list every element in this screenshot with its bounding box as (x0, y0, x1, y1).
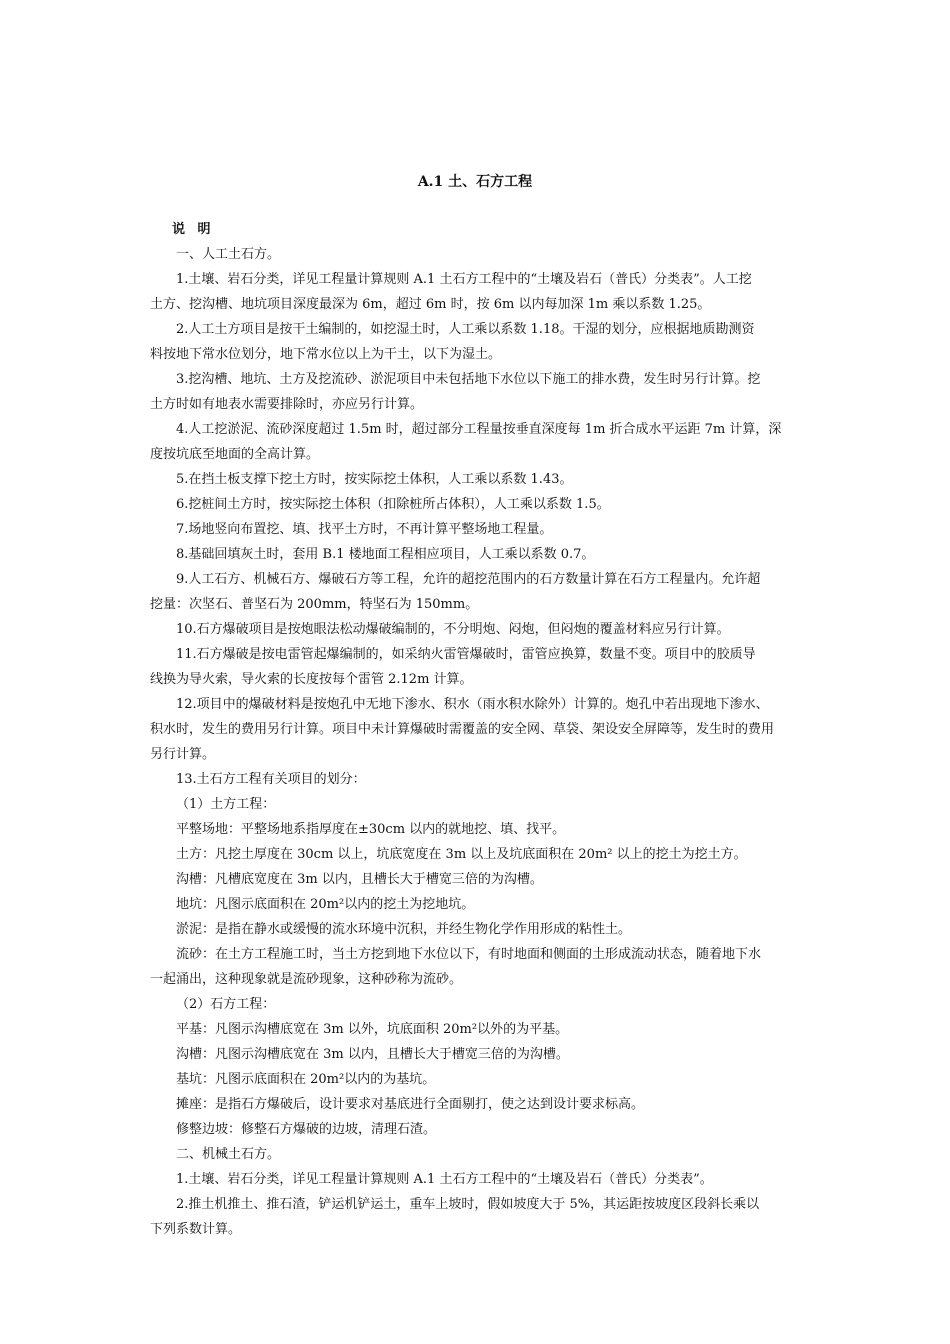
text-line: 1.土壤、岩石分类，详见工程量计算规则 A.1 土石方工程中的“土壤及岩石（普氏）分类表”。人工挖 (176, 272, 752, 287)
text-line: 4.人工挖淤泥、流砂深度超过 1.5m 时，超过部分工程量按垂直深度每 1m 折合成水平运距 7m 计算，深 (176, 422, 782, 437)
text-line: 7.场地竖向布置挖、填、找平土方时，不再计算平整场地工程量。 (176, 522, 553, 537)
text-line: 另行计算。 (150, 747, 216, 762)
page-title: A.1 土、石方工程 (417, 174, 533, 190)
text-line: 地坑：凡图示底面积在 20m²以内的挖土为挖地坑。 (176, 897, 475, 912)
text-line: 6.挖桩间土方时，按实际挖土体积（扣除桩所占体积），人工乘以系数 1.5。 (176, 497, 610, 512)
text-line: 流砂：在土方工程施工时，当土方挖到地下水位以下，有时地面和侧面的土形成流动状态，随着地下水 (176, 947, 762, 962)
text-line: 土方：凡挖土厚度在 30cm 以上，坑底宽度在 3m 以上及坑底面积在 20m² 以上的挖土为挖土方。 (176, 847, 747, 862)
text-line: 一起涌出，这种现象就是流砂现象，这种砂称为流砂。 (150, 972, 463, 987)
text-line: 度按坑底至地面的全高计算。 (150, 447, 320, 462)
text-line: 2.推土机推土、推石渣，铲运机铲运土，重车上坡时，假如坡度大于 5%，其运距按坡度区段斜长乘以 (176, 1197, 760, 1212)
text-line: 基坑：凡图示底面积在 20m²以内的为基坑。 (176, 1072, 436, 1087)
document-body (150, 219, 825, 1241)
text-line: 5.在挡土板支撑下挖土方时，按实际挖土体积，人工乘以系数 1.43。 (176, 472, 573, 487)
text-line: 2.人工土方项目是按干土编制的，如挖湿土时，人工乘以系数 1.18。干湿的划分，应根据地质勘测资 (176, 322, 755, 337)
text-line: 12.项目中的爆破材料是按炮孔中无地下渗水、积水（雨水积水除外）计算的。炮孔中若出现地下渗水、 (176, 697, 769, 712)
text-line: 土方时如有地表水需要排除时，亦应另行计算。 (150, 397, 424, 412)
text-line: 8.基础回填灰土时，套用 B.1 楼地面工程相应项目，人工乘以系数 0.7。 (176, 547, 595, 562)
text-line: 土方、挖沟槽、地坑项目深度最深为 6m，超过 6m 时，按 6m 以内每加深 1m 乘以系数 1.25。 (150, 297, 711, 312)
text-line: 11.石方爆破是按电雷管起爆编制的，如采纳火雷管爆破时，雷管应换算，数量不变。项目中的胶质导 (176, 647, 756, 662)
text-line: 淤泥：是指在静水或缓慢的流水环境中沉积，并经生物化学作用形成的粘性土。 (176, 922, 632, 937)
text-line: （1）土方工程： (176, 797, 276, 812)
text-line: 9.人工石方、机械石方、爆破石方等工程，允许的超挖范围内的石方数量计算在石方工程量内。允许超 (176, 572, 761, 587)
text-line: 3.挖沟槽、地坑、土方及挖流砂、淤泥项目中未包括地下水位以下施工的排水费，发生时另行计算。挖 (176, 372, 761, 387)
text-line: 沟槽：凡槽底宽度在 3m 以内，且槽长大于槽宽三倍的为沟槽。 (176, 872, 543, 887)
text-line: 平基：凡图示沟槽底宽在 3m 以外，坑底面积 20m²以外的为平基。 (176, 1022, 569, 1037)
text-line: 10.石方爆破项目是按炮眼法松动爆破编制的，不分明炮、闷炮，但闷炮的覆盖材料应另行计算。 (176, 622, 730, 637)
text-line: 线换为导火索，导火索的长度按每个雷管 2.12m 计算。 (150, 672, 473, 687)
section-heading: 说 明 (172, 222, 215, 237)
text-line: 1.土壤、岩石分类，详见工程量计算规则 A.1 土石方工程中的“土壤及岩石（普氏）分类表”。 (176, 1172, 713, 1187)
text-line: 下列系数计算。 (150, 1222, 242, 1237)
text-line: 积水时，发生的费用另行计算。项目中未计算爆破时需覆盖的安全网、草袋、架设安全屏障等，发生时的费用 (150, 722, 775, 737)
text-line: 一、人工土石方。 (176, 247, 281, 262)
text-line: 平整场地：平整场地系指厚度在±30cm 以内的就地挖、填、找平。 (176, 822, 566, 837)
text-line: 料按地下常水位划分，地下常水位以上为干土，以下为湿土。 (150, 347, 502, 362)
text-line: 修整边坡：修整石方爆破的边坡，清理石渣。 (176, 1122, 437, 1137)
text-line: 摊座：是指石方爆破后，设计要求对基底进行全面剔打，使之达到设计要求标高。 (176, 1097, 645, 1112)
text-line: 二、机械土石方。 (176, 1147, 281, 1162)
text-line: 挖量：次坚石、普坚石为 200mm，特坚石为 150mm。 (150, 597, 479, 612)
text-line: （2）石方工程： (176, 997, 276, 1012)
text-line: 13.土石方工程有关项目的划分： (176, 772, 366, 787)
text-line: 沟槽：凡图示沟槽底宽在 3m 以内，且槽长大于槽宽三倍的为沟槽。 (176, 1047, 569, 1062)
